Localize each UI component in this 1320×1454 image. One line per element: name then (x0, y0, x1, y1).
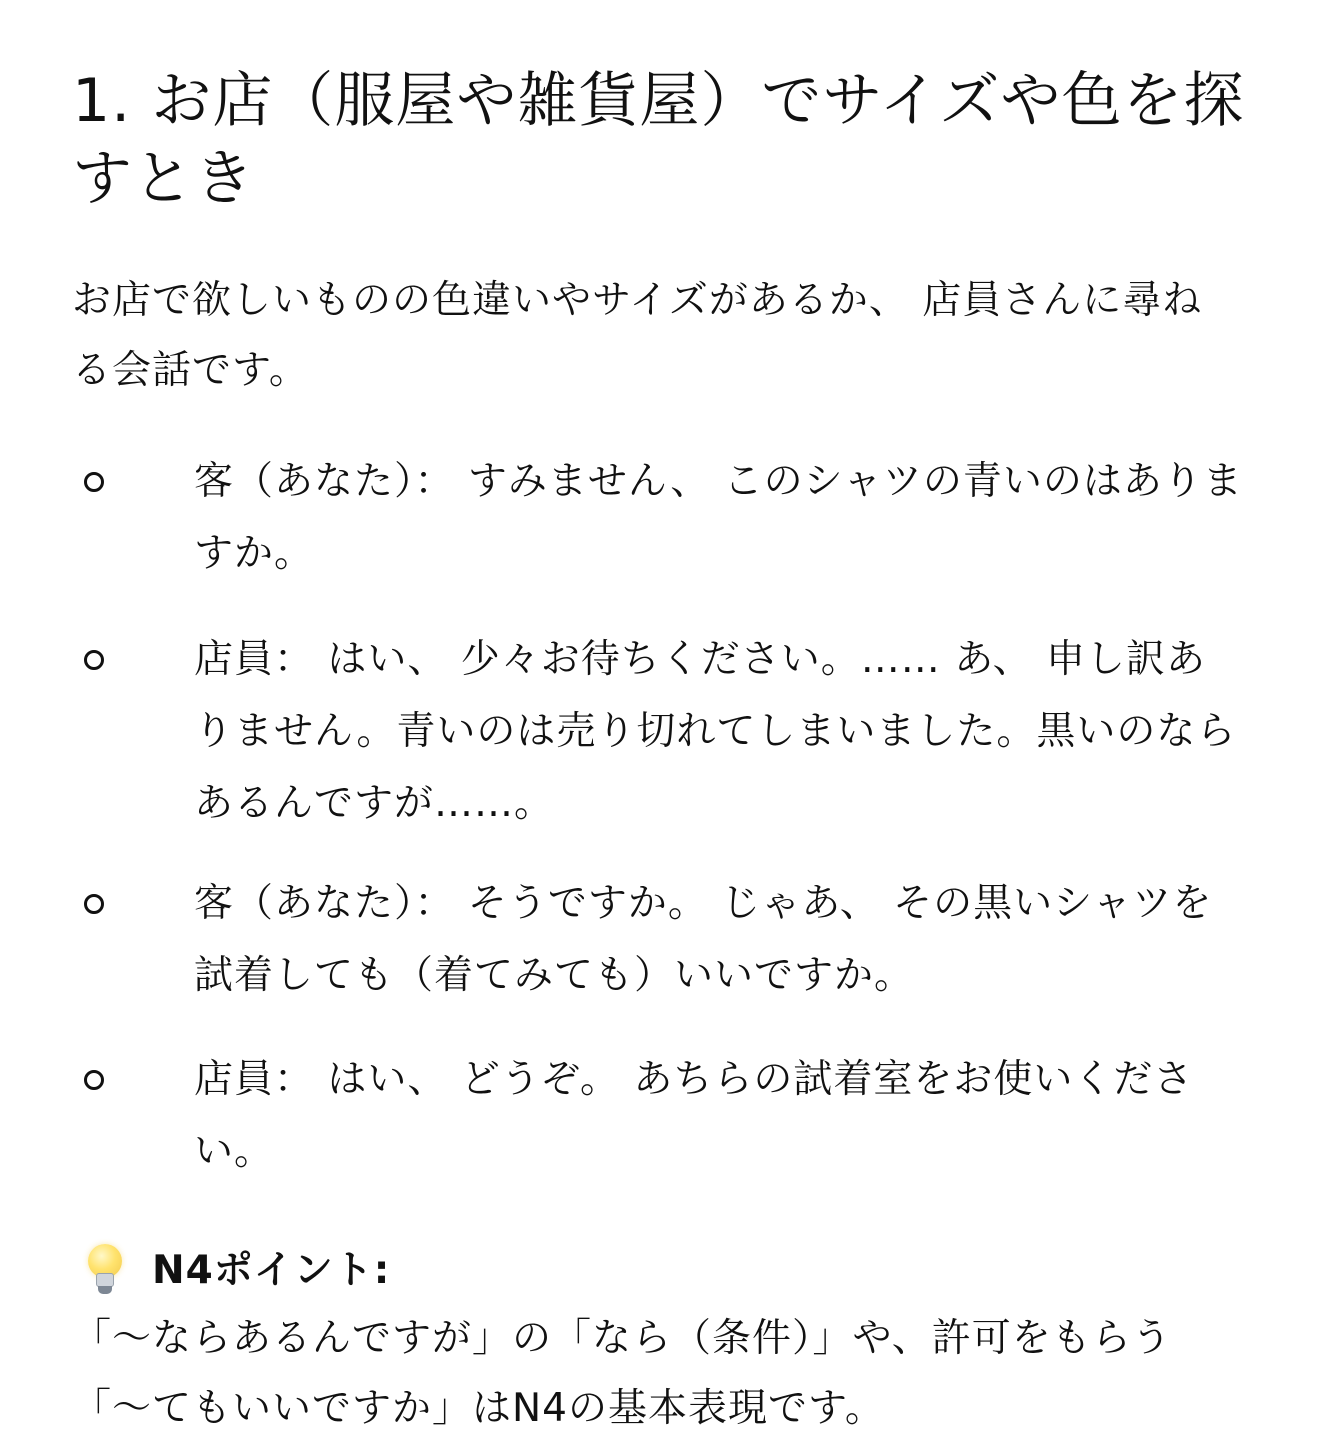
point-note: 「～ならあるんですが」の「なら（条件）」や、許可をもらう「〜てもいいですか」はN4の基本表現です。 (72, 1316, 1172, 1431)
dialogue-text: 店員： はい、 少々お待ちください。…… あ、 申し訳ありません。青いのは売り切れてしまいました。黒いのならあるんですが……。 (194, 637, 1237, 826)
bullet-icon (84, 472, 104, 492)
point-title: N4ポイント: (152, 1248, 391, 1293)
bullet-icon (84, 894, 104, 914)
lightbulb-base (98, 1286, 112, 1294)
section-intro: お店で欲しいものの色違いやサイズがあるか、 店員さんに尋ねる会話です。 (72, 278, 1203, 393)
dialogue-text: 客（あなた）： そうですか。 じゃあ、 その黒いシャツを試着しても（着てみても）いいですか。 (194, 881, 1213, 998)
section-heading: 1. お店（服屋や雑貨屋）でサイズや色を探すとき (72, 66, 1245, 214)
point-title-row (82, 1236, 390, 1306)
dialogue-text: 店員： はい、 どうぞ。 あちらの試着室をお使いください。 (194, 1057, 1194, 1174)
lightbulb-icon (82, 1242, 128, 1300)
lightbulb-neck (96, 1273, 114, 1287)
bullet-icon (84, 1070, 104, 1090)
dialogue-text: 客（あなた）： すみません、 このシャツの青いのはありますか。 (194, 459, 1243, 576)
bullet-icon (84, 650, 104, 670)
